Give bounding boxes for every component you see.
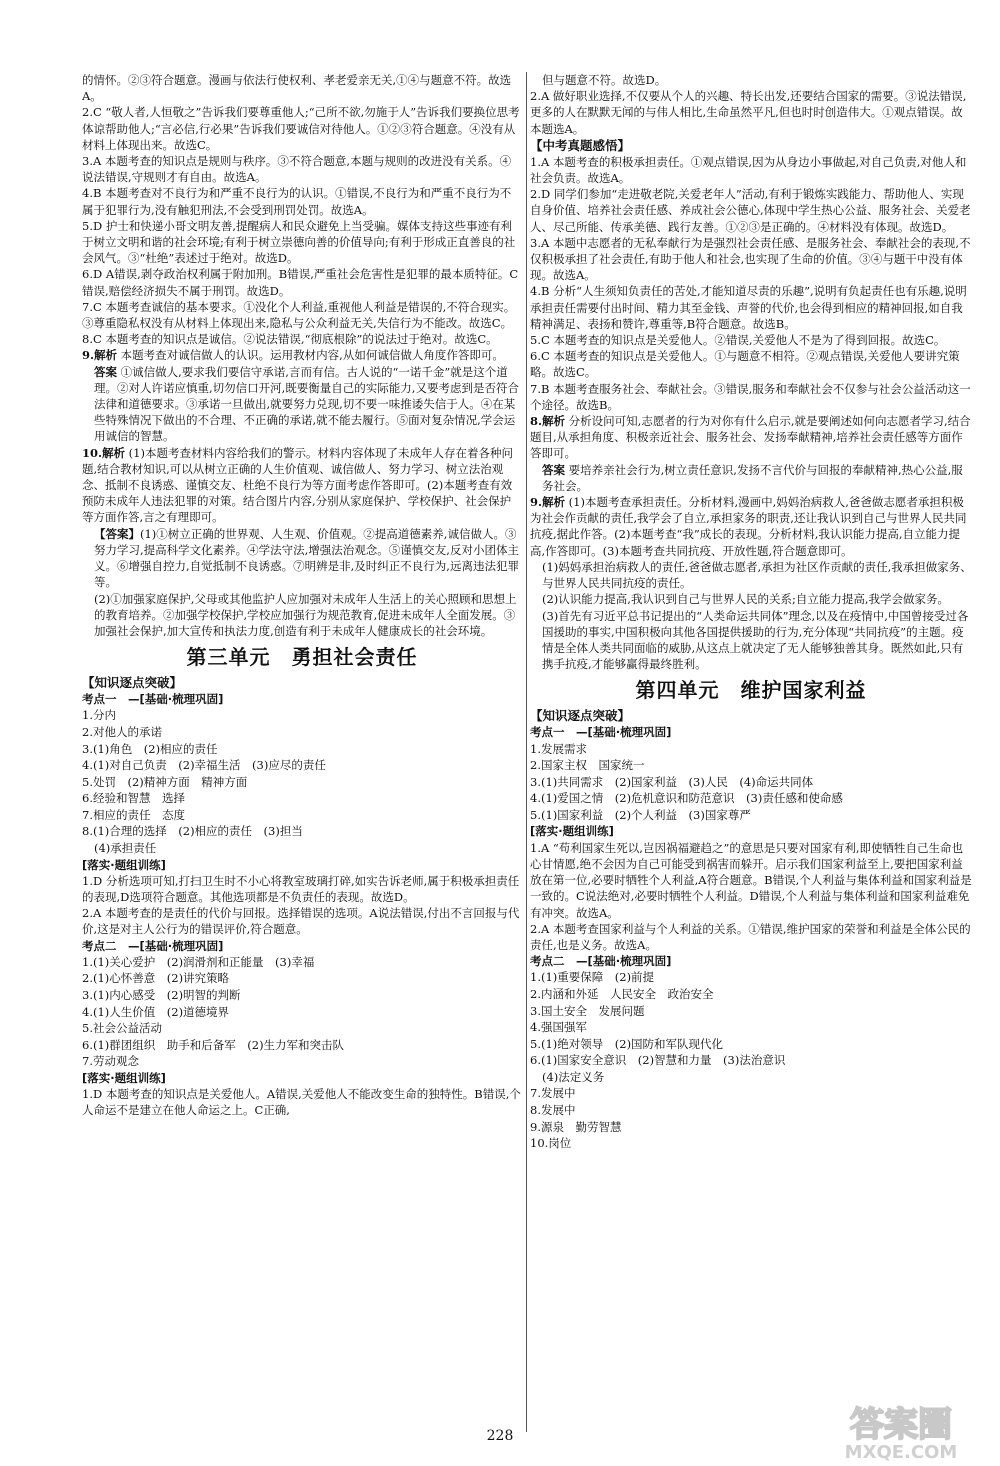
answer-paragraph: 7.B 本题考查服务社会、奉献社会。③错误,服务和奉献社会不仅参与社会公益活动这一个途径。故选B。 (530, 381, 971, 412)
key-point-heading: 考点二 —[基础·梳理巩固] (530, 954, 672, 969)
list-item: 5.处罚 (2)精神方面 精神方面 (82, 774, 248, 789)
answer-paragraph: 1.A 本题考查的积极承担责任。①观点错误,因为从身边小事做起,对自己负责,对他人和社会负责。故选A。 (530, 154, 967, 186)
answer-paragraph (530, 413, 972, 462)
unit-title: 第四单元 维护国家利益 (635, 678, 867, 703)
answer-paragraph: 1.D 本题考查的知识点是关爱他人。A错误,关爱他人不能改变生命的独特性。B错误,个人命运不是建立在他人命运之上。C正确, (82, 1087, 521, 1118)
answer-text: 要培养亲社会行为,树立责任意识,发扬不言代价与回报的奉献精神,热心公益,服务社会。 (542, 462, 963, 493)
answer-paragraph: 4.B 分析“人生须知负责任的苦处,才能知道尽责的乐趣”,说明有负起责任也有乐趣,说明承担责任需要付出时间、精力其至金钱、声誉的代价,也会得到相应的精神回报,如自我精神满足、表扬和赞许,尊重等,B符合题意。故选B。 (530, 284, 967, 331)
answer-label: 答案 (542, 462, 565, 477)
list-item: 2.国家主权 国家统一 (530, 758, 645, 773)
practice-heading: [落实·题组训练] (82, 857, 166, 872)
list-item: (4)承担责任 (94, 841, 157, 856)
left-column (82, 72, 522, 1442)
section-heading: 【中考真题感悟】 (530, 137, 631, 153)
analysis-text: 分析设问可知,志愿者的行为对你有什么启示,就是要阐述如何向志愿者学习,结合题目,从承担角度、积极亲近社会、服务社会、发扬奉献精神,培养社会责任感等方面作答即可。 (530, 414, 971, 461)
answer-paragraph: 5.D 护士和快递小哥文明友善,提醒病人和民众避免上当受骗。媒体支持这些事迹有利于树立文明和谐的社会环境;有利于树立崇德向善的价值导向;有利于形成正直善良的社会风气。③“杜绝”表述过于绝对。故选D。 (82, 218, 516, 266)
answer-paragraph (82, 526, 522, 591)
list-item: 2.内涵和外延 人民安全 政治安全 (530, 986, 714, 1001)
answer-text: ①诚信做人,要求我们要信守承诺,言而有信。古人说的“一诺千金”就是这个道理。②对人许诺应慎重,切勿信口开河,既要衡量自己的实际能力,又要考虑到是否符合法律和道德要求。③承诺一旦做出,就要努力兑现,切不要一味推诿失信于人。④在某些特殊情况下做出的不合理、不正确的承诺,就不能去履行。⑤面对复杂情况,学会运用诚信的智慧。 (94, 364, 519, 444)
section-heading: 【知识逐点突破】 (530, 708, 631, 724)
answer-paragraph (82, 445, 522, 526)
list-item: 5.社会公益活动 (82, 1021, 162, 1036)
list-item: (4)法定义务 (542, 1069, 605, 1084)
answer-paragraph: (1)妈妈承担治病救人的责任,爸爸做志愿者,承担为社区作贡献的责任,我承担做家务、与世界人民共同抗疫的责任。 (542, 559, 972, 591)
answer-paragraph: 2.A 本题考查的是责任的代价与回报。选择错误的选项。A说法错误,付出不言回报与代价,这是对主人公行为的错误评价,符合题意。 (82, 906, 520, 937)
watermark-main-text: 答案圈 (850, 1405, 952, 1445)
list-item: 5.(1)绝对领导 (2)国防和军队现代化 (530, 1036, 724, 1051)
list-item: 9.源泉 勤劳智慧 (530, 1119, 622, 1134)
answer-label: 答案 (94, 364, 117, 379)
watermark-logo (816, 1398, 986, 1464)
section-heading: 【知识逐点突破】 (82, 675, 183, 691)
list-item: 3.(1)内心感受 (2)明智的判断 (82, 988, 241, 1003)
list-item: 8.(1)合理的选择 (2)相应的责任 (3)担当 (82, 824, 303, 839)
answer-paragraph: 4.B 本题考查对不良行为和严重不良行为的认识。①错误,不良行为和严重不良行为不属于犯罪行为,没有触犯刑法,不会受到刑罚处罚。故选A。 (82, 186, 512, 217)
answer-paragraph: 2.C “敬人者,人恒敬之”告诉我们要尊重他人;“己所不欲,勿施于人”告诉我们要换位思考体谅帮助他人;“言必信,行必果”告诉我们要诚信对待他人。①②③符合题意。④没有从材料上体现出来。故选C。 (82, 105, 520, 152)
answer-paragraph (530, 462, 972, 494)
answer-paragraph: 6.C 本题考查的知识点是关爱他人。①与题意不相符。②观点错误,关爱他人要讲究策略。故选C。 (530, 349, 960, 380)
answer-text: (1)①树立正确的世界观、人生观、价值观。②提高道德素养,诚信做人。③努力学习,提高科学文化素养。④学法守法,增强法治观念。⑤谨慎交友,反对小团体主义。⑥增强自控力,自觉抵制不良诱惑。⑦明辨是非,及时纠正不良行为,远离违法犯罪等。 (94, 526, 519, 590)
right-column (530, 72, 972, 1442)
list-item: 2.(1)心怀善意 (2)讲究策略 (82, 971, 230, 986)
analysis-label: 9.解析 (530, 495, 566, 510)
answer-paragraph: (2)①加强家庭保护,父母或其他监护人应加强对未成年人生活上的关心照顾和思想上的教育培养。②加强学校保护,学校应加强行为规范教育,促进未成年人全面发展。③加强社会保护,加大宣传和执法力度,创造有利于未成年人健康成长的社会环境。 (94, 591, 517, 638)
analysis-label: 8.解析 (530, 414, 566, 429)
answer-paragraph: 8.C 本题考查的知识点是诚信。②说法错误,“彻底根除”的说法过于绝对。故选C。 (82, 332, 498, 347)
answer-paragraph: 2.A 本题考查国家利益与个人利益的关系。①错误,维护国家的荣誉和利益是全体公民的责任,也是义务。故选A。 (530, 921, 971, 952)
answer-paragraph: (2)认识能力提高,我认识到自己与世界人民的关系;自立能力提高,我学会做家务。 (542, 592, 949, 607)
answer-paragraph: 1.D 分析选项可知,打扫卫生时不小心将教室玻璃打碎,如实告诉老师,属于积极承担责任的表现,D选项符合题意。其他选项都是不负责任的表现。故选D。 (82, 873, 520, 905)
analysis-text: (1)本题考查承担责任。分析材料,漫画中,妈妈治病救人,爸爸做志愿者承担积极为社会作贡献的责任,我学会了自立,承担家务的职责,还让我认识到自己与世界人民共同抗疫,据此作答。(2)本题考查“我”成长的表现。分析材料,我认识能力提高,自立能力提高,作答即可。(3)本题考查共同抗疫、开放性题,符合题意即可。 (530, 495, 967, 558)
list-item: 5.(1)国家利益 (2)个人利益 (3)国家尊严 (530, 807, 751, 822)
answer-paragraph: 1.A “苟利国家生死以,岂因祸福避趋之”的意思是只要对国家有利,即使牺牲自己生命也心甘情愿,绝不会因为自己可能受到祸害而躲开。启示我们国家利益至上,要把国家利益放在第一位,必要时牺牲个人利益,A符合题意。B错误,个人利益与集体利益和国家利益是一致的。C说法绝对,必要时牺牲个人利益。D错误,个人利益与集体利益和国家利益难免有冲突。故选A。 (530, 840, 972, 920)
answer-paragraph: 但与题意不符。故选D。 (542, 73, 667, 87)
answer-paragraph (82, 364, 522, 445)
list-item: 7.发展中 (530, 1086, 576, 1101)
answer-paragraph: (3)首先有习近平总书记提出的“人类命运共同体”理念,以及在疫情中,中国曾接受过各国援助的事实,中国积极向其他各国提供援助的行为,充分体现“共同抗疫”的主题。疫情是全体人类共同面临的威胁,从这点上就决定了无人能够独善其身。既然如此,只有携手抗疫,才能够赢得最终胜利。 (542, 608, 969, 672)
answer-paragraph: 2.A 做好职业选择,不仅要从个人的兴趣、特长出发,还要结合国家的需要。③说法错误,更多的人在默默无闻的与伟人相比,生命虽然平凡,但也时时创造伟大。①观点错误。故本题选A。 (530, 89, 967, 136)
list-item: 6.(1)群团组织 助手和后备军 (2)生力军和突击队 (82, 1037, 345, 1052)
list-item: 3.(1)共同需求 (2)国家利益 (3)人民 (4)命运共同体 (530, 774, 814, 789)
analysis-text: 本题考查对诚信做人的认识。运用教材内容,从如何诚信做人角度作答即可。 (120, 348, 504, 363)
answer-paragraph (530, 494, 972, 559)
answer-paragraph: 6.D A错误,剥夺政治权利属于附加刑。B错误,严重社会危害性是犯罪的最本质特征。C错误,赔偿经济损失不属于刑罚。故选D。 (82, 267, 519, 298)
list-item: 3.国土安全 发展问题 (530, 1003, 645, 1018)
answer-paragraph: 3.A 本题中志愿者的无私奉献行为是强烈社会责任感、是服务社会、奉献社会的表现,不仅积极承担了社会责任,有助于他人和社会,也实现了生命的价值。③④与题干中没有体现。故选A。 (530, 235, 971, 283)
key-point-heading: 考点一 —[基础·梳理巩固] (530, 725, 672, 740)
list-item: 1.(1)关心爱护 (2)润滑剂和正能量 (3)幸福 (82, 954, 315, 969)
watermark-sub-text: MXQE.COM (844, 1442, 958, 1463)
answer-paragraph: 3.A 本题考查的知识点是规则与秩序。③不符合题意,本题与规则的改进没有关系。④说法错误,守规则才有自由。故选A。 (82, 154, 512, 185)
list-item: 10.岗位 (530, 1136, 572, 1151)
key-point-heading: 考点二 —[基础·梳理巩固] (82, 938, 224, 953)
column-divider (526, 72, 527, 1432)
answer-label: 【答案】 (94, 526, 140, 541)
analysis-label: 9.解析 (82, 348, 118, 363)
list-item: 6.(1)国家安全意识 (2)智慧和力量 (3)法治意识 (530, 1053, 786, 1068)
answer-paragraph: 5.C 本题考查的知识点是关爱他人。②错误,关爱他人不是为了得到回报。故选C。 (530, 333, 946, 348)
list-item: 4.(1)人生价值 (2)道德境界 (82, 1004, 230, 1019)
list-item: 4.(1)爱国之情 (2)危机意识和防范意识 (3)责任感和使命感 (530, 791, 843, 806)
list-item: 2.对他人的承诺 (82, 724, 162, 739)
list-item: 8.发展中 (530, 1103, 576, 1118)
practice-heading: [落实·题组训练] (530, 824, 614, 839)
list-item: 1.分内 (82, 708, 116, 723)
list-item: 1.发展需求 (530, 741, 587, 756)
page-number: 228 (486, 1428, 514, 1444)
answer-paragraph: 7.C 本题考查诚信的基本要求。①没化个人利益,重视他人利益是错误的,不符合现实。③尊重隐私权没有从材料上体现出来,隐私与公众利益无关,失信行为不能改。故选C。 (82, 299, 516, 331)
analysis-text: (1)本题考查材料内容给我们的警示。材料内容体现了未成年人存在着各种问题,结合教材知识,可以从树立正确的人生价值观、诚信做人、努力学习、树立法治观念、抵制不良诱惑、谨慎交友、杜绝不良行为等方面考虑作答即可。(2)本题考查有效预防未成年人违法犯罪的对策。结合图片内容,分别从家庭保护、学校保护、社会保护等方面作答,言之有理即可。 (82, 445, 513, 525)
list-item: 7.相应的责任 态度 (82, 807, 185, 822)
unit-title: 第三单元 勇担社会责任 (186, 645, 418, 670)
key-point-heading: 考点一 —[基础·梳理巩固] (82, 692, 224, 707)
list-item: 7.劳动观念 (82, 1054, 139, 1069)
practice-heading: [落实·题组训练] (82, 1071, 166, 1086)
answer-paragraph: 2.D 同学们参加“走进敬老院,关爱老年人”活动,有利于锻炼实践能力、帮助他人、实现自身价值、培养社会责任感、养成社会公德心,体现中学生热心公益、服务社会、关爱老人、尽己所能、传承美德、践行友善。①②③是正确的。④材料没有体现。故选D。 (530, 187, 971, 234)
answer-paragraph (82, 347, 522, 363)
answer-paragraph: 的情怀。②③符合题意。漫画与依法行使权利、孝老爱亲无关,①④与题意不符。故选A。 (82, 73, 512, 104)
list-item: 6.经验和智慧 选择 (82, 791, 185, 806)
analysis-label: 10.解析 (82, 445, 126, 460)
list-item: 3.(1)角色 (2)相应的责任 (82, 741, 218, 756)
list-item: 4.强国强军 (530, 1020, 587, 1035)
list-item: 4.(1)对自己负责 (2)幸福生活 (3)应尽的责任 (82, 758, 326, 773)
list-item: 1.(1)重要保障 (2)前提 (530, 970, 655, 985)
